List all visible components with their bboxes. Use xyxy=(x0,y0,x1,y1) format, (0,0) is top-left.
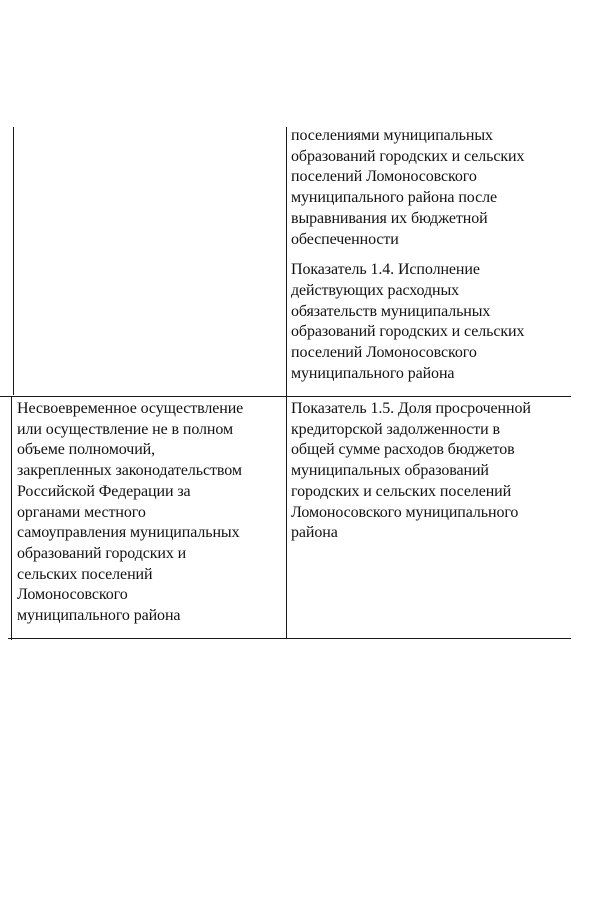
indicator-1-3-continuation xyxy=(291,126,576,250)
text-line: образований городских и сельских xyxy=(291,147,525,165)
text-line: поселений Ломоносовского xyxy=(291,344,477,362)
row1-right-cell xyxy=(291,126,576,384)
text-line: действующих расходных xyxy=(291,281,460,299)
row2-right-cell xyxy=(291,399,576,544)
indicator-1-4 xyxy=(291,260,576,384)
text-line: поселений Ломоносовского xyxy=(291,168,477,186)
text-line: Российской Федерации за xyxy=(17,482,191,500)
table-left-border-bottom-row xyxy=(11,397,12,640)
text-line: муниципального района xyxy=(17,607,181,625)
text-line: закрепленных законодательством xyxy=(17,462,242,480)
risk-description xyxy=(17,399,285,627)
text-line: муниципального района xyxy=(291,364,455,382)
table-row-divider xyxy=(0,396,571,397)
text-line: выравнивания их бюджетной xyxy=(291,209,488,227)
text-line: муниципального района после xyxy=(291,189,497,207)
text-line: или осуществление не в полном xyxy=(17,420,234,438)
text-line: обеспеченности xyxy=(291,230,399,248)
text-line: Ломоносовского xyxy=(17,586,128,604)
indicator-1-5 xyxy=(291,399,576,544)
text-line: Несвоевременное осуществление xyxy=(17,400,244,417)
text-line: Показатель 1.5. Доля просроченной xyxy=(291,400,531,417)
text-line: Показатель 1.4. Исполнение xyxy=(291,261,480,279)
text-line: городских и сельских поселений xyxy=(291,482,512,500)
table-left-border-top-row xyxy=(13,127,14,395)
text-line: органами местного xyxy=(17,503,146,521)
text-line: сельских поселений xyxy=(17,565,153,583)
table-column-divider xyxy=(286,127,287,639)
text-line: образований городских и сельских xyxy=(291,323,525,341)
table-bottom-border xyxy=(8,638,571,639)
text-line: самоуправления муниципальных xyxy=(17,524,240,542)
text-line: общей сумме расходов бюджетов xyxy=(291,441,515,459)
text-line: обязательств муниципальных xyxy=(291,302,491,320)
text-line: района xyxy=(291,524,338,542)
row2-left-cell xyxy=(17,399,285,627)
text-line: кредиторской задолженности в xyxy=(291,420,500,438)
text-line: образований городских и xyxy=(17,544,187,562)
text-line: объеме полномочий, xyxy=(17,441,156,459)
text-line: Ломоносовского муниципального xyxy=(291,503,519,521)
text-line: поселениями муниципальных xyxy=(291,127,493,144)
text-line: муниципальных образований xyxy=(291,462,489,480)
